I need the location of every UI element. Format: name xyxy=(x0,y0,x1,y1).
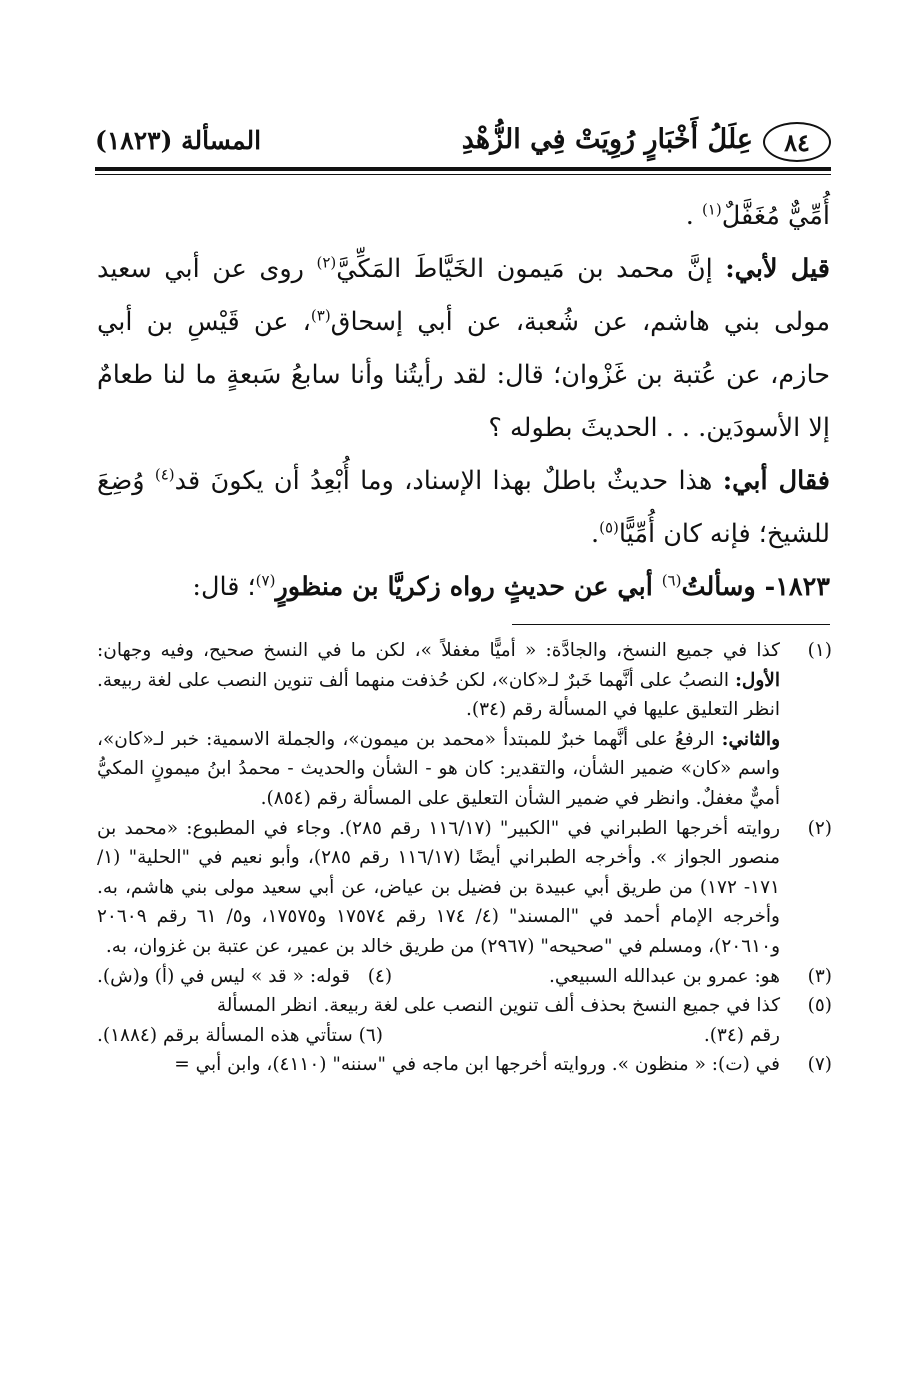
page-number-badge xyxy=(763,122,831,162)
footnote-3-4 xyxy=(97,962,832,992)
paragraph-answer: فقال أبي: هذا حديثٌ باطلٌ بهذا الإسناد، وما أُبْعِدُ أن يكونَ قد$^{(٤)}$ وُضِعَ للشيخ؛ فإنه كان أُمِّيًّا$^{(٥)}$. xyxy=(97,465,830,549)
footnote-5-6: (٥) كذا في جميع النسخ بحذف ألف تنوين النصب على لغة ربيعة. انظر المسألة رقم (٣٤). (٦) ستأتي هذه المسألة برقم (١٨٨٤). xyxy=(97,991,832,1050)
running-title: عِلَلُ أَخْبَارٍ رُوِيَتْ فِي الزُّهْدِ xyxy=(461,124,753,155)
footnote-ref: (٧) xyxy=(255,571,276,590)
page-header xyxy=(95,116,831,166)
answer-label: فقال أبي: xyxy=(722,466,830,496)
footnote-2: (٢) روايته أخرجها الطبراني في "الكبير" (١١٦/١٧ رقم ٢٨٥). وجاء في المطبوع: «محمد بن منصور الجواز ». وأخرجه الطبراني أيضًا (١١٦/١٧ رقم ٢٨٥)، وأبو نعيم في "الحلية" (١/ ١٧١- ١٧٢) من طريق أبي عبيدة بن فضيل بن عياض، عن أبي سعيد مولى بني هاشم، به. وأخرجه الإمام أحمد في "المسند" (٤/ ١٧٤ رقم ١٧٥٧٤ و١٧٥٧٥، و٥/ ٦١ رقم ٢٠٦٠٩ و٢٠٦١٠)، ومسلم في "صحيحه" (٢٩٦٧) من طريق خالد بن عمير، عن عتبة بن غزوان، به. xyxy=(97,814,832,962)
header-rule-thin xyxy=(95,174,831,175)
footnote-1: (١) كذا في جميع النسخ، والجادَّة: « أميًّا مغفلاً »، لكن ما في النسخ صحيح، وفيه وجهان: الأول: النصبُ على أنَّهما خَبرٌ لـ«كان»، لكن حُذفت منهما ألف تنوين النصب على لغة ربيعة. انظر التعليق عليها في المسألة رقم (٣٤). والثاني: الرفعُ على أنَّهما خبرٌ للمبتدأ «محمد بن ميمون»، والجملة الاسمية: خبر لـ«كان»، واسم «كان» ضمير الشأن، والتقدير: كان هو - الشأن والحديث - محمدُ ابنُ ميمونٍ المكيُّ أميٌّ مغفلٌ. وانظر في ضمير الشأن التعليق على المسألة رقم (٨٥٤). xyxy=(97,636,832,814)
footnote-separator xyxy=(512,624,830,625)
footnote-number: (٣) xyxy=(807,965,832,987)
footnote-ref: (٤) xyxy=(154,465,175,484)
footnote-ref: (٢) xyxy=(316,253,337,272)
footnote-5-end: رقم (٣٤). xyxy=(703,1024,780,1046)
footnote-ref: (٣) xyxy=(310,306,331,325)
main-text xyxy=(97,190,830,614)
paragraph-new-issue: ١٨٢٣- وسألتُ$^{(٦)}$ أبي عن حديثٍ رواه زكريَّا بن منظورٍ$^{(٧)}$؛ قال: xyxy=(192,571,830,602)
footnote-6: (٦) ستأتي هذه المسألة برقم (١٨٨٤). xyxy=(97,1024,383,1046)
page-number: ٨٤ xyxy=(784,127,810,157)
header-rule-thick xyxy=(95,167,831,171)
question-label: قيل لأبي: xyxy=(725,254,830,284)
footnote-ref: (٥) xyxy=(599,518,619,537)
issue-label: المسألة (١٨٢٣) xyxy=(95,126,262,155)
footnote-number: (٢) xyxy=(807,817,832,839)
footnote-3-text: هو: عمرو بن عبدالله السبيعي. xyxy=(549,965,780,987)
footnotes xyxy=(97,636,832,1080)
footnote-number: (٧) xyxy=(807,1054,832,1076)
paragraph-continuation: أُمِّيٌّ مُغَفَّلٌ$^{(١)}$ . xyxy=(685,200,830,231)
footnote-number: (٥) xyxy=(807,995,832,1017)
footnote-ref: (١) xyxy=(701,200,722,219)
paragraph-question: قيل لأبي: إنَّ محمد بن مَيمون الخَيَّاطَ المَكِّيَّ$^{(٢)}$ روى عن أبي سعيد مولى بني هاشم، عن شُعبة، عن أبي إسحاق$^{(٣)}$، عن قَيْسِ بن أبي حازم، عن عُتبة بن غَزْوان؛ قال: لقد رأيتُنا وأنا سابعُ سَبعةٍ ما لنا طعامٌ إلا الأسودَين. . . الحديثَ بطوله ؟ xyxy=(97,253,830,443)
footnote-number: (١) xyxy=(807,640,832,661)
footnote-4: (٤) قوله: « قد » ليس في (أ) و(ش). xyxy=(97,965,393,987)
footnote-ref: (٦) xyxy=(661,571,682,590)
footnote-7: (٧) في (ت): « منظون ». وروايته أخرجها ابن ماجه في "سننه" (٤١١٠)، وابن أبي = xyxy=(97,1050,832,1080)
issue-number-label: ١٨٢٣- وسألتُ xyxy=(681,572,830,602)
